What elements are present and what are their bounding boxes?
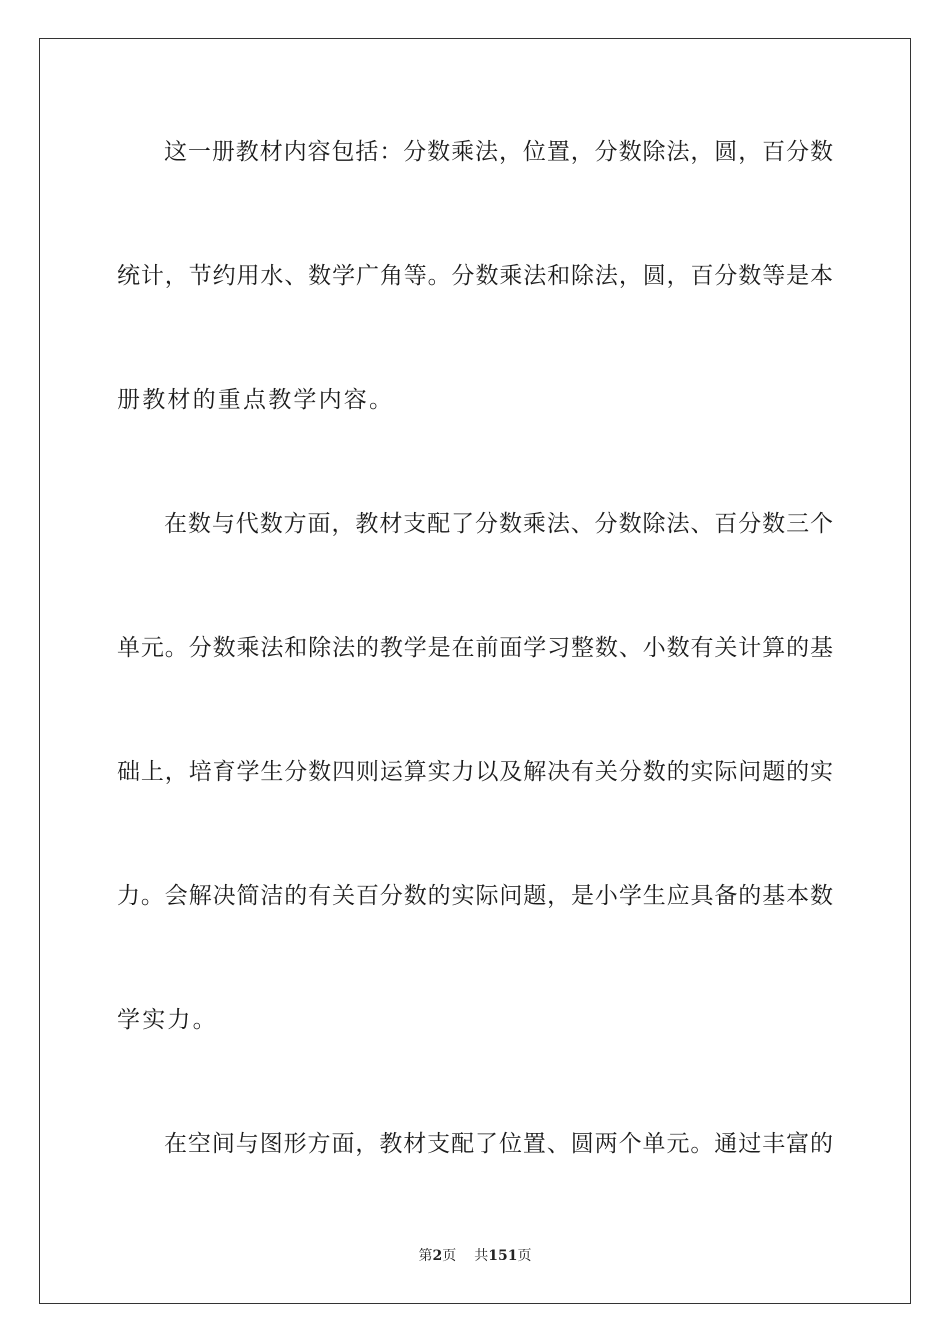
paragraph-1-line-3: 册教材的重点教学内容。: [117, 387, 395, 413]
footer-total-suffix: 页: [517, 1248, 532, 1264]
page-border: [39, 38, 911, 1304]
footer-page-prefix: 第: [418, 1248, 433, 1264]
page-footer: [0, 1246, 950, 1266]
footer-page-suffix: 页: [442, 1248, 457, 1264]
paragraph-2-line-5: 学实力。: [117, 1007, 218, 1033]
paragraph-2-line-1: 在数与代数方面，教材支配了分数乘法、分数除法、百分数三个: [164, 511, 833, 537]
paragraph-3-line-1: 在空间与图形方面，教材支配了位置、圆两个单元。通过丰富的: [164, 1131, 833, 1157]
paragraph-1-line-2: 统计，节约用水、数学广角等。分数乘法和除法，圆，百分数等是本: [117, 263, 833, 289]
footer-page-number: 2: [432, 1248, 443, 1264]
paragraph-2-line-3: 础上，培育学生分数四则运算实力以及解决有关分数的实际问题的实: [117, 759, 833, 785]
footer-total-pages: 151: [488, 1248, 518, 1264]
paragraph-2-line-2: 单元。分数乘法和除法的教学是在前面学习整数、小数有关计算的基: [117, 635, 833, 661]
paragraph-2-line-4: 力。会解决简洁的有关百分数的实际问题，是小学生应具备的基本数: [117, 883, 833, 909]
footer-total-prefix: 共: [474, 1248, 489, 1264]
paragraph-1-line-1: 这一册教材内容包括：分数乘法，位置，分数除法，圆，百分数: [164, 139, 833, 165]
